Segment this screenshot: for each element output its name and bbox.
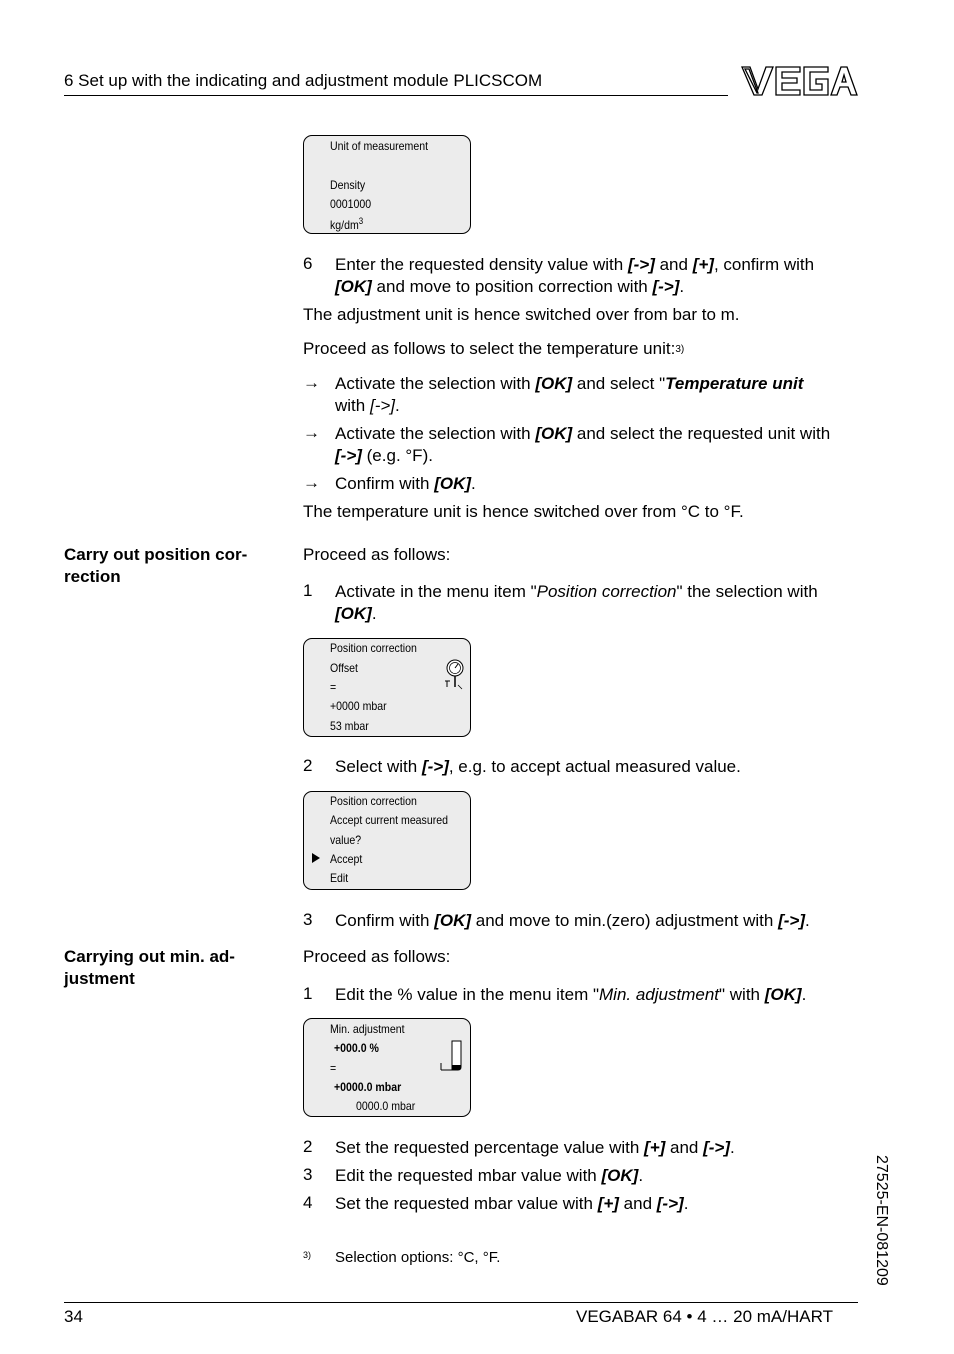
footnote-mark: 3) [303,1250,312,1260]
step-number: 4 [303,1193,313,1212]
display-line: Position correction [330,794,417,808]
text: (e.g. °F). [361,446,433,465]
display-line: 0001000 [330,197,372,211]
key-label: [->] [778,911,806,930]
paragraph-proceed: Proceed as follows: [303,545,451,564]
display-line: Offset [330,661,358,675]
key-label: [->] [656,1194,684,1213]
menu-item-name: Position correction [536,582,677,601]
step-number: 3 [303,910,313,929]
step-text [335,756,875,778]
superscript: 3 [358,216,364,226]
display-line: Position correction [330,641,417,655]
display-line: = [330,1061,337,1075]
key-label: [OK] [535,374,573,393]
text: Activate in the menu item " [335,582,537,601]
text: Set the requested percentage value with [335,1138,645,1157]
key-label: [->] [627,255,655,274]
step-number: 2 [303,756,313,775]
text: . [805,911,810,930]
key-label: [+] [644,1138,666,1157]
key-label: [OK] [434,474,472,493]
step-text [335,984,875,1006]
key-label: [OK] [434,911,472,930]
display-unit-text: kg/dm [330,218,359,232]
arrow-item [335,423,875,467]
display-line [330,216,363,232]
arrow-icon: → [303,473,320,492]
text: Edit the requested mbar value with [335,1166,602,1185]
vega-logo [740,64,858,103]
text: and move to position correction with [371,277,653,296]
level-vessel-icon [439,1039,465,1073]
text: with [335,396,370,415]
paragraph-proceed: Proceed as follows: [303,947,451,966]
footer-rule [64,1302,858,1303]
display-line: value? [330,833,362,847]
text: . [679,277,685,296]
display-line: Accept current measured [330,813,448,827]
text: Confirm with [335,474,435,493]
key-label: [OK] [335,277,372,296]
text: . [683,1194,689,1213]
arrow-item [335,373,875,417]
paragraph-temp-intro [303,338,873,361]
display-line: +000.0 % [334,1041,379,1055]
key-label: [->] [703,1138,731,1157]
display-min-adjustment [303,1018,471,1117]
header-rule [64,95,728,96]
text: Activate the selection with [335,424,536,443]
step-text [335,910,875,932]
display-line: Min. adjustment [330,1022,405,1036]
step-number: 3 [303,1165,313,1184]
text: and move to min.(zero) adjustment with [471,911,779,930]
display-unit-of-measurement [303,135,471,234]
key-label: [OK] [335,604,372,623]
text: Confirm with [335,911,435,930]
footnote-ref: 3) [675,344,685,355]
menu-option-accept: Accept [330,852,363,866]
pressure-gauge-icon [444,657,464,691]
display-accept-measured-value [303,791,471,890]
heading-line: Carry out position cor- [64,545,248,564]
menu-option-edit: Edit [330,871,349,885]
key-label: [OK] [535,424,573,443]
display-line: 0000.0 mbar [356,1099,416,1113]
step-text [335,1165,875,1187]
text: " the selection with [676,582,818,601]
footnote-text: Selection options: °C, °F. [335,1249,501,1266]
key-label: [->] [335,446,362,465]
product-name: VEGABAR 64 • 4 … 20 mA/HART [576,1307,833,1326]
arrow-icon: → [303,373,320,392]
text: " with [719,985,765,1004]
step-number: 1 [303,984,313,1003]
paragraph-unit-switched: The adjustment unit is hence switched over from bar to m. [303,305,740,324]
arrow-item [335,473,875,495]
step-number: 2 [303,1137,313,1156]
menu-item-name: Min. adjustment [599,985,720,1004]
text: Enter the requested density value with [335,255,628,274]
display-line: 53 mbar [330,719,369,733]
text: Edit the % value in the menu item " [335,985,600,1004]
text: , e.g. to accept actual measured value. [448,757,741,776]
display-line: +0000.0 mbar [334,1080,402,1094]
display-line: Density [330,178,366,192]
document-id: 27525-EN-081209 [873,1155,890,1286]
text: Set the requested mbar value with [335,1194,598,1213]
key-label: [+] [597,1194,619,1213]
text: . [801,985,807,1004]
text: . [395,396,400,415]
step-6-text [335,254,875,298]
step-text [335,581,875,625]
display-line: +0000 mbar [330,699,387,713]
arrow-icon: → [303,423,320,442]
key-label: [OK] [601,1166,639,1185]
key-label: [->] [652,277,680,296]
key-label: [+] [692,255,714,274]
step-number: 1 [303,581,313,600]
step-text [335,1137,875,1159]
key-label: [->] [369,396,396,415]
text: , confirm with [713,255,815,274]
section-heading-min-adjustment [64,946,279,990]
heading-line: rection [64,567,121,586]
display-line: Unit of measurement [330,139,429,153]
text: and [665,1138,704,1157]
text: . [371,604,377,623]
text: Proceed as follows to select the temperature unit: [303,339,676,358]
text: Activate the selection with [335,374,536,393]
step-number: 6 [303,254,313,273]
paragraph-temp-switched: The temperature unit is hence switched over from °C to °F. [303,502,744,521]
menu-item-name: Temperature unit [665,374,804,393]
page-number: 34 [64,1307,83,1326]
text: Select with [335,757,422,776]
text: and select the requested unit with [572,424,831,443]
display-line: = [330,680,337,694]
step-text [335,1193,875,1215]
text: . [638,1166,644,1185]
text: . [471,474,476,493]
text: and [618,1194,657,1213]
section-heading-position-correction [64,544,279,588]
running-header: 6 Set up with the indicating and adjustment module PLICSCOM [64,71,543,90]
text: and [654,255,693,274]
heading-line: justment [64,969,135,988]
display-position-correction-offset [303,638,471,737]
selection-pointer-icon [312,853,320,863]
key-label: [OK] [764,985,802,1004]
key-label: [->] [421,757,449,776]
text: and select " [572,374,666,393]
heading-line: Carrying out min. ad- [64,947,235,966]
text: . [730,1138,735,1157]
